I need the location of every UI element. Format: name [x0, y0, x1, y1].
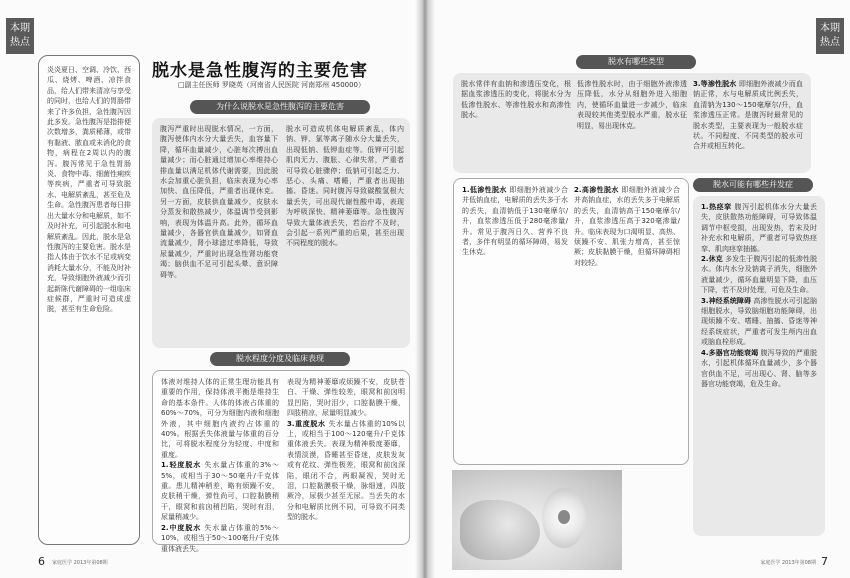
types-column-1 — [461, 79, 571, 121]
degree-column-1 — [161, 377, 279, 554]
degree-column-2 — [287, 377, 405, 523]
tab-line-2-right: 热点 — [820, 37, 840, 48]
hyper-text: 即细胞外液减少合并高钠血症，水的丢失多于电解质的丢失，血清钠高于150毫摩尔/升，血浆渗透压高于320毫渗量/升。临床表现为口渴明显、高热、烦躁不安、肌张力增高，甚至惊厥；皮肤黏膜干燥，但循环障碍相对较轻。 — [574, 186, 681, 267]
why-section-box — [152, 118, 410, 348]
left-page — [0, 0, 419, 578]
shock-label: 2.休克 — [701, 255, 723, 264]
complications-box — [693, 196, 825, 536]
neuro-paragraph — [701, 296, 817, 348]
moderate-paragraph — [161, 523, 279, 554]
moderate-text: 失水量占体重的5%～10%，或相当于50～100毫升/千克体重体液丢失。 — [161, 523, 279, 553]
section-heading-why: 为什么说脱水是急性腹泻的主要危害 — [190, 100, 370, 114]
section-heading-complications: 脱水可能有哪些并发症 — [693, 178, 813, 192]
footer-right: 家庭医学 2013年第08期 — [760, 560, 816, 566]
types-intro: 脱水常伴有血钠和渗透压变化，根据血浆渗透压的变化，将脱水分为低渗性脱水、等渗性脱水和高渗性脱水。 — [461, 80, 571, 120]
intro-text: 炎炎夏日、空调、冷饮、西瓜、烧烤、啤酒、凉拌食品，给人们带来清凉与享受的同时，也给人们的胃肠带来了许多负担，急性腹泻因此多发。急性腹泻是指排便次数增多，粪质稀薄，或带有黏液、脓血或未消化的食物，病程在2周以内的腹泻。腹泻常见于急性胃肠炎、食物中毒、细菌性痢疾等疾病，严重者可导致脱水、电解质紊乱，甚至危及生命。急性腹泻患者每日排出大量水分和电解质，如不及时补充，可引起脱水和电解质紊乱。因此，脱水是急性腹泻的主要危害。脱水是指人体由于饮水不足或病变消耗大量水分，不能及时补充，导致细胞外液减少而引起新陈代谢障碍的一组临床症候群，严重时可造成虚脱，甚至有生命危险。 — [47, 66, 131, 314]
heat-label: 1.热痉挛 — [701, 203, 732, 211]
page-number-right: 7 — [821, 555, 828, 568]
right-page — [431, 0, 850, 578]
article-byline: □副主任医师 罗晓英（河南省人民医院 河南郑州 450000） — [178, 81, 366, 89]
section-tab-right — [816, 18, 844, 54]
degree-intro: 体液对维持人体的正常生理功能具有重要的作用，保持体液平衡是维持生命的基本条件。人体的体液占体重的60%～70%，可分为细胞内液和细胞外液，其中细胞内液约占体重的40%。根据丢失体液量与体重的百分比，可将脱水程度分为轻度、中度和重度。 — [161, 378, 279, 459]
section-tab — [6, 18, 34, 54]
types-column-3 — [693, 79, 803, 152]
types-section-box — [453, 73, 811, 173]
why-column-1 — [160, 124, 278, 280]
page-number-left: 6 — [38, 555, 45, 568]
iso-label: 3.等渗性脱水 — [693, 80, 737, 88]
hypo-text: 即细胞外液减少合并低钠血症，电解质的丢失多于水的丢失，血清钠低于130毫摩尔/升，血浆渗透压低于280毫渗量/升。常见于腹泻日久、营养不良者，多伴有明显的循环障碍，易发生休克。 — [462, 186, 569, 257]
article-headline: 脱水是急性腹泻的主要危害 — [152, 61, 368, 81]
severe-paragraph — [287, 419, 405, 523]
section-heading-types: 脱水有哪些类型 — [576, 55, 696, 69]
types-detail-box — [453, 178, 689, 465]
page-gutter — [415, 0, 435, 578]
kidney-label: 4.多器官功能衰竭 — [701, 348, 759, 357]
tab-line-1-right: 本期 — [820, 23, 840, 34]
tab-line-2: 热点 — [10, 37, 30, 48]
footer-left: 家庭医学 2013年第08期 — [52, 560, 108, 566]
heat-paragraph — [701, 202, 817, 254]
iso-text: 即细胞外液减少而血钠正常，水与电解质成比例丢失，血清钠为130～150毫摩尔/升，血浆渗透压正常。是腹泻时最常见的脱水类型，主要表现为一般脱水症状。不同程度、不同类型的脱水可合并或相互转化。 — [693, 80, 804, 151]
degree-section-box — [152, 370, 410, 553]
severe-text: 失水量占体重的10%以上，或相当于100～120毫升/千克体重体液丢失。表现为精神极度萎靡，表情淡漠，昏睡甚至昏迷，皮肤发灰或有花纹、弹性极差，眼窝和前囟深陷，眼闭不合，两眼凝视，哭时无泪，口腔黏膜极干燥，脉细速，四肢厥冷，尿极少甚至无尿。当丢失的水分和电解质比例不同，可导致不同类型的脱水。 — [287, 419, 406, 522]
types-column-2 — [577, 79, 687, 131]
hypo-label: 1.低渗性脱水 — [462, 186, 507, 194]
kidney-text: 腹泻导致的严重脱水，引起机体循环血量减少，多个器官供血不足，可出现心、肾、脑等多器官功能衰竭，危及生命。 — [701, 348, 818, 388]
hyper-paragraph — [574, 185, 680, 268]
hand-shape — [460, 500, 540, 560]
iso-paragraph — [693, 79, 803, 152]
tab-line-1: 本期 — [10, 23, 30, 34]
neuro-label: 3.神经系统障碍 — [701, 296, 752, 305]
types-continued: 低渗性脱水时，由于细胞外液渗透压降低，水分从细胞外进入细胞内，使循环血量进一步减少，临床表现较其他类型脱水严重，脱水征明显，易出现休克。 — [577, 80, 687, 130]
neuro-text: 高渗性脱水可引起脑细胞脱水，导致脑细胞功能障碍，出现烦躁不安、嗜睡、抽搐、昏迷等神经系统症状，严重者可发生颅内出血或脑血栓形成。 — [701, 296, 818, 347]
hypo-paragraph — [462, 185, 568, 258]
intro-sidebar — [38, 55, 140, 545]
toilet-paper-photo — [452, 470, 622, 570]
why-text-2: 脱水可造成机体电解质紊乱，体内钠、钾、氯等离子随水分大量丢失，出现低钠、低钾血症等。低钾可引起肌肉无力、腹胀、心律失常，严重者可导致心脏骤停；低钠可引起乏力、恶心、头痛、嗜睡，严重者出现抽搐、昏迷。同时腹泻导致碳酸氢根大量丢失，可出现代谢性酸中毒，表现为呼吸深快、精神萎靡等。急性腹泻导致大量体液丢失，若治疗不及时，会引起一系列严重的后果，甚至出现不同程度的脱水。 — [286, 125, 404, 248]
hyper-label: 2.高渗性脱水 — [574, 186, 619, 194]
heat-text: 腹泻引起机体水分大量丢失，皮肤散热功能障碍，可导致体温调节中枢受损，出现发热，若未及时补充水和电解质，严重者可导致热痉挛、肌肉痉挛抽搐。 — [701, 203, 818, 253]
moderate-label: 2.中度脱水 — [161, 523, 202, 532]
severe-label: 3.重度脱水 — [287, 419, 326, 428]
mild-paragraph — [161, 460, 279, 522]
why-text-1: 腹泻严重时出现脱水情况，一方面，腹泻使体内水分大量丢失，血容量下降，循环血量减少，心脏每次搏出血量减少；而心脏通过增加心率维持心排血量以满足机体代谢需要，因此脱水会加重心脏负担，临床表现为心率加快、血压降低，严重者出现休克。另一方面，皮肤供血量减少，皮肤水分蒸发和散热减少，体温调节受到影响，表现为体温升高。此外，循环血量减少，各器官供血量减少，如肾血流量减少，肾小球滤过率降低，导致尿量减少，严重时出现急性肾功能衰竭；脑供血不足可引起头晕、意识障碍等。 — [160, 125, 278, 279]
mild-label: 1.轻度脱水 — [161, 461, 202, 470]
section-heading-degree: 脱水程度分度及临床表现 — [210, 352, 350, 366]
kidney-paragraph — [701, 348, 817, 390]
paper-roll-core — [558, 510, 570, 524]
types-detail-col-1 — [462, 185, 568, 258]
why-column-2 — [286, 124, 404, 249]
types-detail-col-2 — [574, 185, 680, 268]
shock-text: 多发生于腹泻引起的低渗性脱水。体内水分及钠离子消失，细胞外液量减少，循环血量明显下降，血压下降，若不及时处理，可危及生命。 — [701, 255, 818, 295]
mild-text: 失水量占体重的3%～5%，或相当于30～50毫升/千克体重。患儿精神稍差，略有烦躁不安，皮肤稍干燥，弹性尚可，口腔黏膜稍干，眼窝和前囟稍凹陷，哭时有泪，尿量稍减少。 — [161, 461, 279, 522]
shock-paragraph — [701, 254, 817, 296]
moderate-continued: 表现为精神萎靡或烦躁不安，皮肤苍白、干燥、弹性较差，眼窝和前囟明显凹陷，哭时泪少，口腔黏膜干燥，四肢稍凉，尿量明显减少。 — [287, 378, 405, 418]
